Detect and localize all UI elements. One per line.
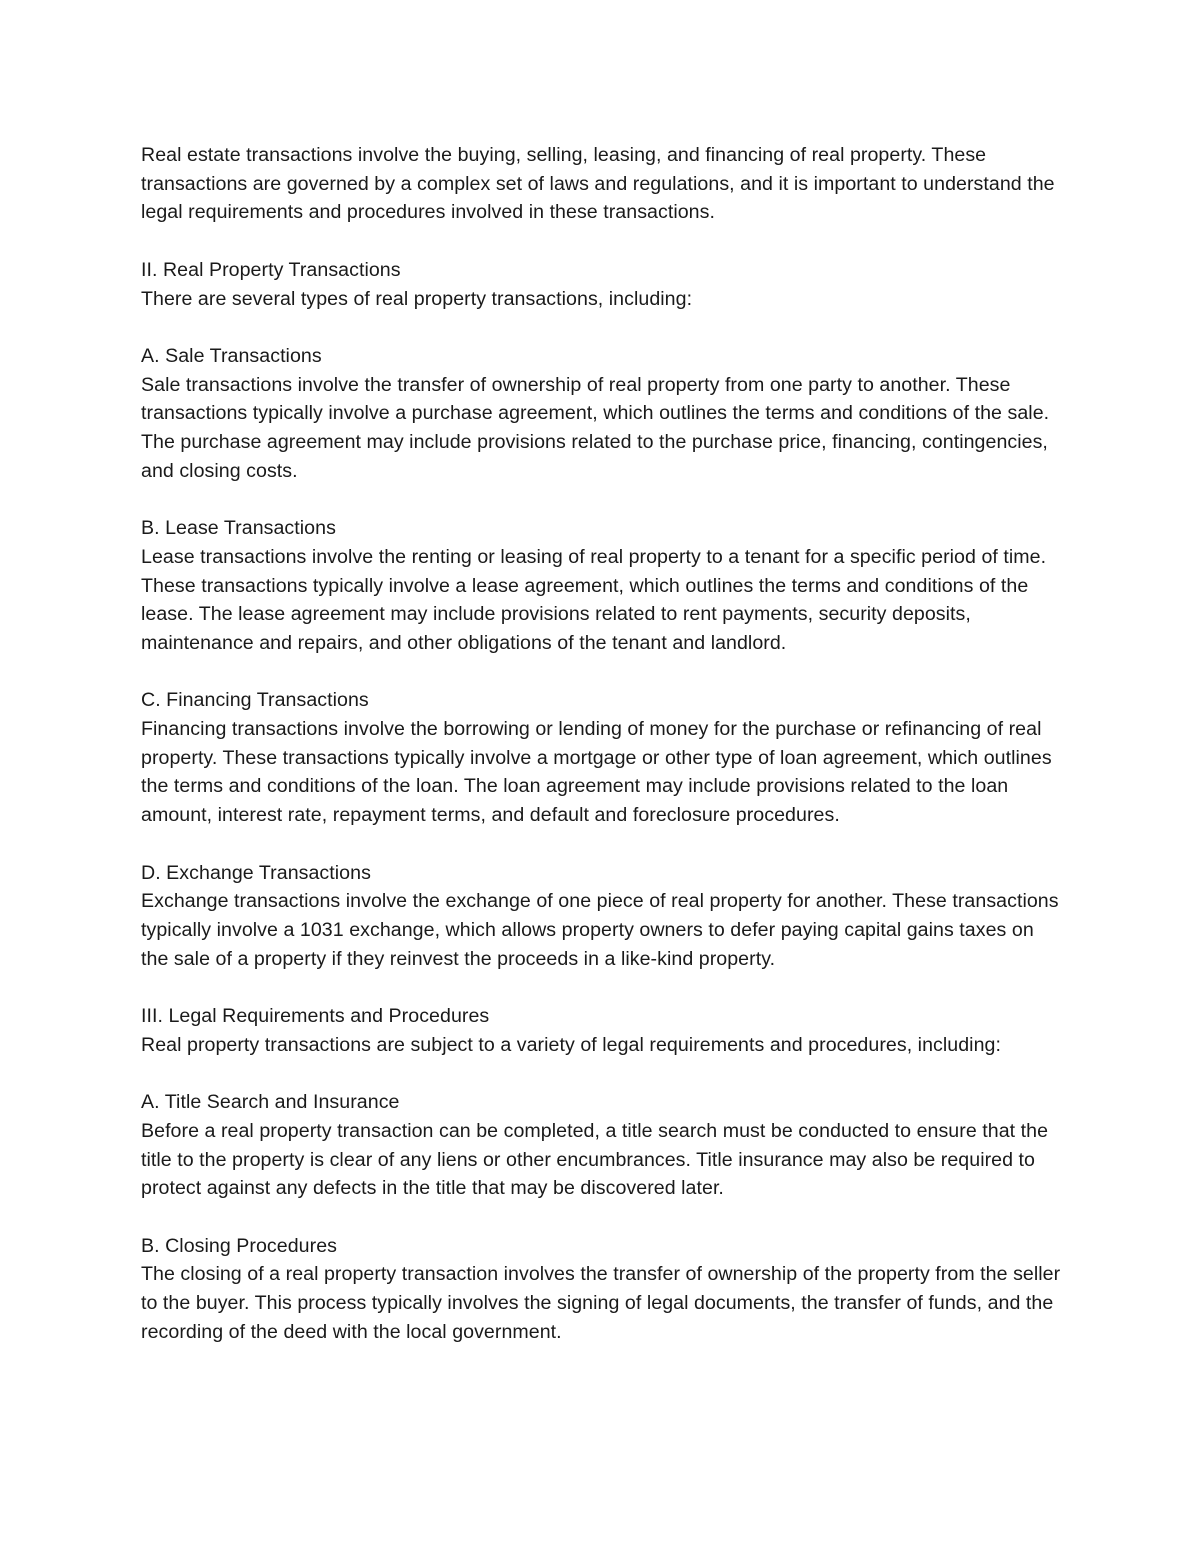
section-heading: II. Real Property Transactions	[141, 258, 401, 281]
section-sale-transactions	[141, 342, 1066, 486]
section-body: Financing transactions involve the borrowing or lending of money for the purchase or refinancing of real property. These transactions typically involve a mortgage or other type of loan agreement, which outlines the terms and conditions of the loan. The loan agreement may include provisions related to the loan amount, interest rate, repayment terms, and default and foreclosure procedures.	[141, 718, 1052, 827]
section-heading: B. Lease Transactions	[141, 517, 336, 540]
section-body: Lease transactions involve the renting or leasing of real property to a tenant for a specific period of time. These transactions typically involve a lease agreement, which outlines the terms and conditions of the lease. The lease agreement may include provisions related to rent payments, security deposits, maintenance and repairs, and other obligations of the tenant and landlord.	[141, 545, 1047, 654]
section-heading: A. Title Search and Insurance	[141, 1091, 400, 1114]
section-title-search	[141, 1088, 1066, 1203]
intro-paragraph	[141, 141, 1066, 227]
section-body: Exchange transactions involve the exchange of one piece of real property for another. These transactions typically involve a 1031 exchange, which allows property owners to defer paying capital gains taxes on the sale of a property if they reinvest the proceeds in a like-kind property.	[141, 890, 1059, 970]
section-financing-transactions	[141, 686, 1066, 830]
section-real-property-transactions	[141, 256, 1066, 313]
section-heading: III. Legal Requirements and Procedures	[141, 1005, 490, 1027]
section-body: Real property transactions are subject to a variety of legal requirements and procedures, including:	[141, 1033, 1001, 1056]
section-heading: B. Closing Procedures	[141, 1234, 337, 1257]
section-heading: C. Financing Transactions	[141, 689, 369, 712]
section-exchange-transactions	[141, 859, 1066, 974]
section-legal-requirements	[141, 1002, 1066, 1059]
intro-text: Real estate transactions involve the buying, selling, leasing, and financing of real property. These transactions are governed by a complex set of laws and regulations, and it is important to understand the legal requirements and procedures involved in these transactions.	[141, 144, 1055, 224]
section-body: The closing of a real property transaction involves the transfer of ownership of the property from the seller to the buyer. This process typically involves the signing of legal documents, the transfer of funds, and the recording of the deed with the local government.	[141, 1263, 1061, 1343]
document-body	[141, 141, 1066, 1375]
section-closing-procedures	[141, 1232, 1066, 1347]
section-body: Sale transactions involve the transfer of ownership of real property from one party to another. These transactions typically involve a purchase agreement, which outlines the terms and conditions of the sale. The purchase agreement may include provisions related to the purchase price, financing, contingencies, and closing costs.	[141, 373, 1050, 482]
section-heading: A. Sale Transactions	[141, 344, 322, 367]
section-body: There are several types of real property transactions, including:	[141, 287, 693, 310]
section-body: Before a real property transaction can be completed, a title search must be conducted to ensure that the title to the property is clear of any liens or other encumbrances. Title insurance may also be required to protect against any defects in the title that may be discovered later.	[141, 1119, 1049, 1200]
section-heading: D. Exchange Transactions	[141, 861, 371, 884]
section-lease-transactions	[141, 514, 1066, 658]
